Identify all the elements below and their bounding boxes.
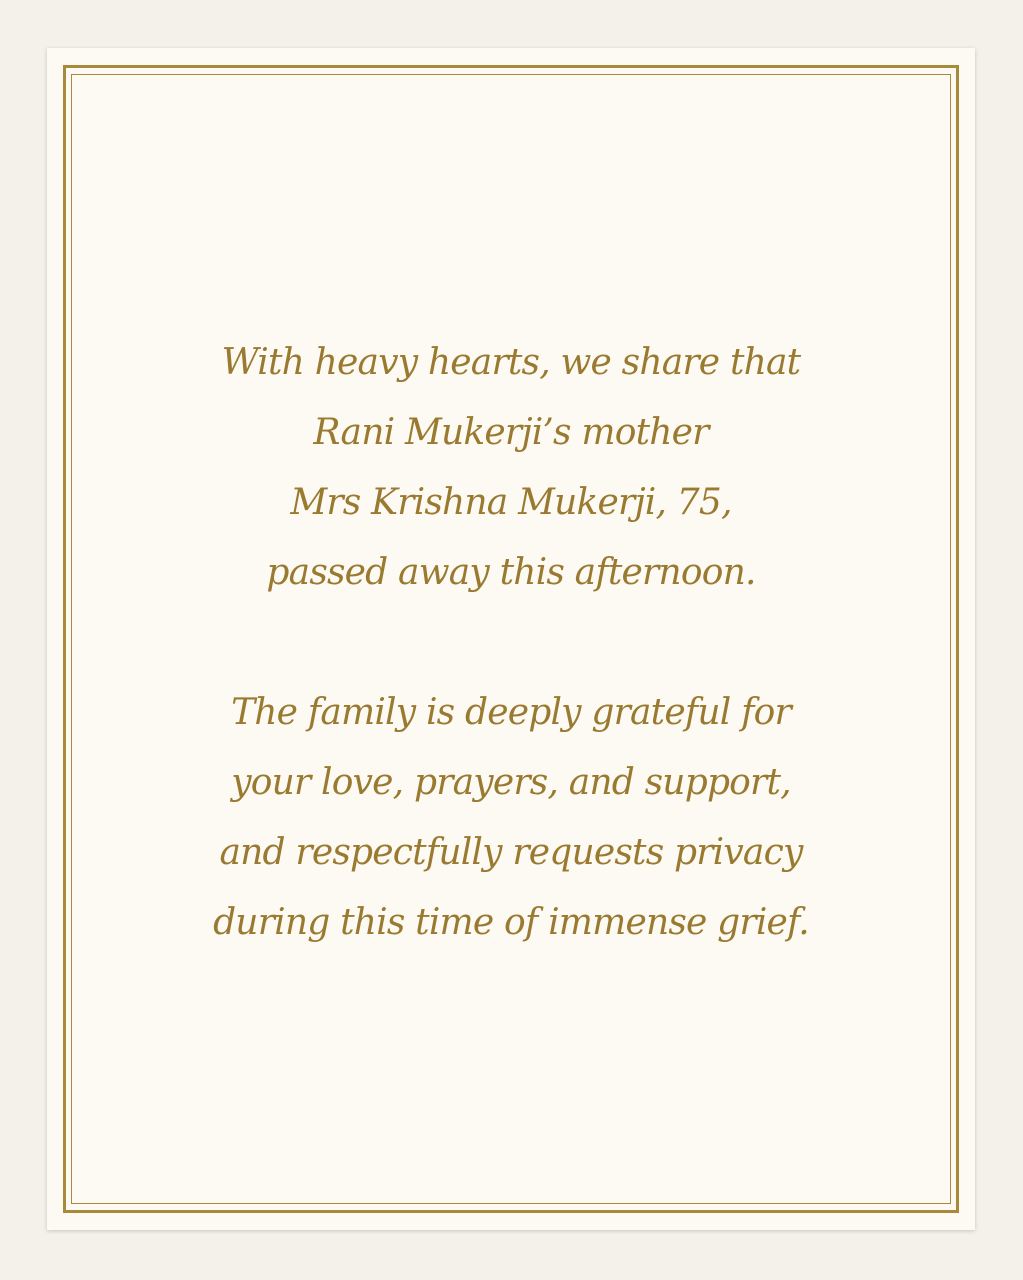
condolence-message [47, 328, 975, 958]
announcement-line-3: Mrs Krishna Mukerji, 75, [290, 482, 732, 523]
announcement-paragraph [47, 328, 975, 608]
gratitude-line-2: your love, prayers, and support, [231, 762, 791, 803]
announcement-line-2: Rani Mukerji’s mother [313, 412, 709, 453]
notice-card [47, 48, 975, 1230]
gratitude-line-1: The family is deeply grateful for [231, 692, 791, 733]
gratitude-line-3: and respectfully requests privacy [219, 832, 803, 873]
announcement-line-1: With heavy hearts, we share that [221, 342, 801, 383]
gratitude-line-4: during this time of immense grief. [213, 902, 809, 943]
gratitude-paragraph [47, 678, 975, 958]
announcement-line-4: passed away this afternoon. [266, 552, 756, 593]
